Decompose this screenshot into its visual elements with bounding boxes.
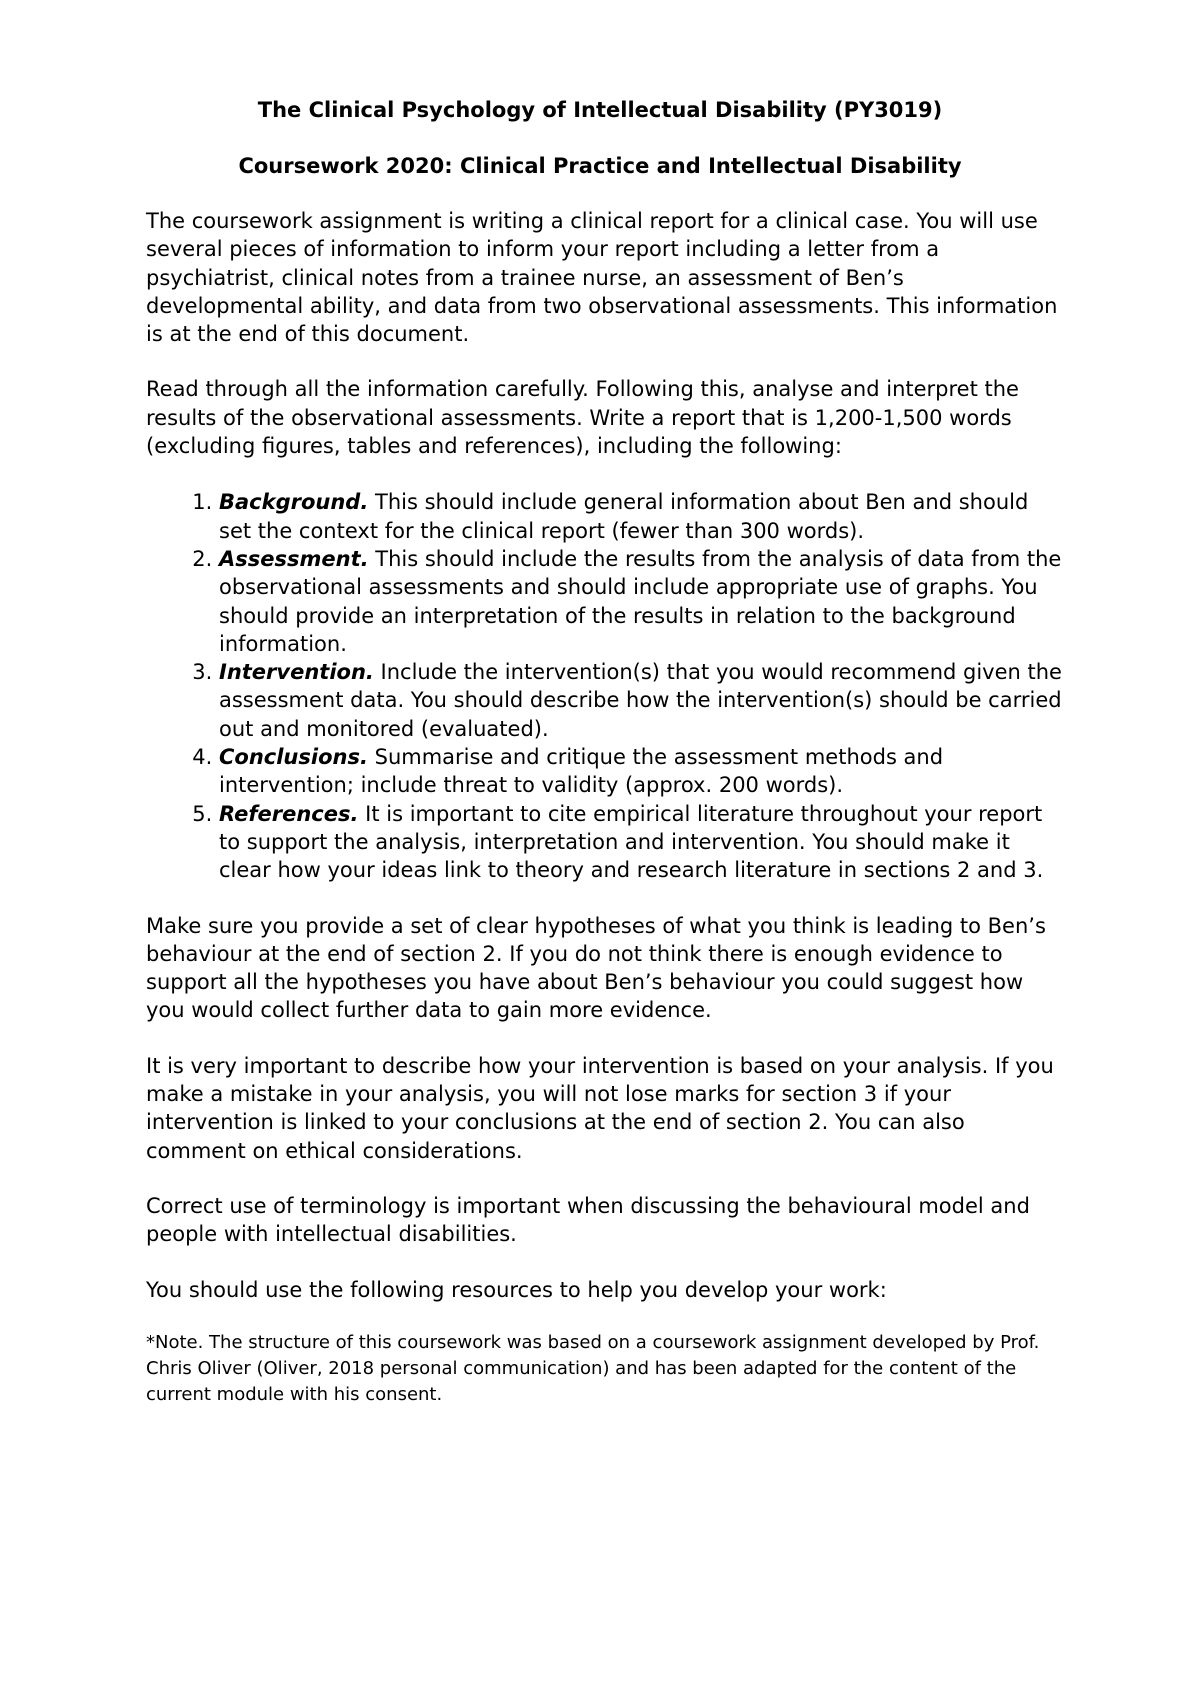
footnote: *Note. The structure of this coursework was based on a coursework assignment developed by Prof. Chris Oliver (Oliver, 2018 personal communication) and has been adapted for the content of the current module with his consent. <box>146 1331 1040 1405</box>
intervention-paragraph: It is very important to describe how your intervention is based on your analysis. If you make a mistake in your analysis, you will not lose marks for section 3 if your intervention is linked to your conclusions at the end of section 2. You can also comment on ethical considerations. <box>146 1053 1054 1163</box>
section-heading: Assessment. <box>219 546 369 571</box>
document-title: The Clinical Psychology of Intellectual Disability (PY3019) <box>257 98 943 122</box>
resources-paragraph: You should use the following resources to help you develop your work: <box>146 1277 887 1302</box>
section-heading: References. <box>219 801 359 826</box>
document-subtitle: Coursework 2020: Clinical Practice and Intellectual Disability <box>238 154 962 178</box>
section-heading: Background. <box>219 490 369 515</box>
list-item <box>219 743 1062 800</box>
section-heading: Intervention. <box>219 660 374 685</box>
section-text: It is important to cite empirical literature throughout your report to support the analysis, interpretation and intervention. You should make it clear how your ideas link to theory and research literature in sections 2 and 3. <box>219 801 1044 883</box>
list-item <box>219 488 1062 545</box>
instructions-paragraph: Read through all the information carefully. Following this, analyse and interpret the results of the observational assessments. Write a report that is 1,200-1,500 words (excluding figures, tables and references), including the following: <box>146 377 1019 459</box>
list-item <box>219 800 1062 885</box>
list-item <box>219 545 1062 658</box>
terminology-paragraph: Correct use of terminology is important when discussing the behavioural model and people with intellectual disabilities. <box>146 1193 1030 1247</box>
list-item <box>219 658 1062 743</box>
report-sections-list <box>146 488 1062 884</box>
section-text: This should include the results from the analysis of data from the observational assessments and should include appropriate use of graphs. You should provide an interpretation of the results in relation to the background information. <box>219 546 1062 656</box>
intro-paragraph: The coursework assignment is writing a clinical report for a clinical case. You will use several pieces of information to inform your report including a letter from a psychiatrist, clinical notes from a trainee nurse, an assessment of Ben’s developmental ability, and data from two observational assessments. This information is at the end of this document. <box>146 209 1058 347</box>
section-text: This should include general information about Ben and should set the context for the clinical report (fewer than 300 words). <box>219 490 1029 543</box>
hypotheses-paragraph: Make sure you provide a set of clear hypotheses of what you think is leading to Ben’s behaviour at the end of section 2. If you do not think there is enough evidence to support all the hypotheses you have about Ben’s behaviour you could suggest how you would collect further data to gain more evidence. <box>146 913 1046 1023</box>
section-text: Summarise and critique the assessment methods and intervention; include threat to validity (approx. 200 words). <box>219 745 944 798</box>
section-heading: Conclusions. <box>219 745 368 770</box>
section-text: Include the intervention(s) that you would recommend given the assessment data. You should describe how the intervention(s) should be carried out and monitored (evaluated). <box>219 660 1062 741</box>
